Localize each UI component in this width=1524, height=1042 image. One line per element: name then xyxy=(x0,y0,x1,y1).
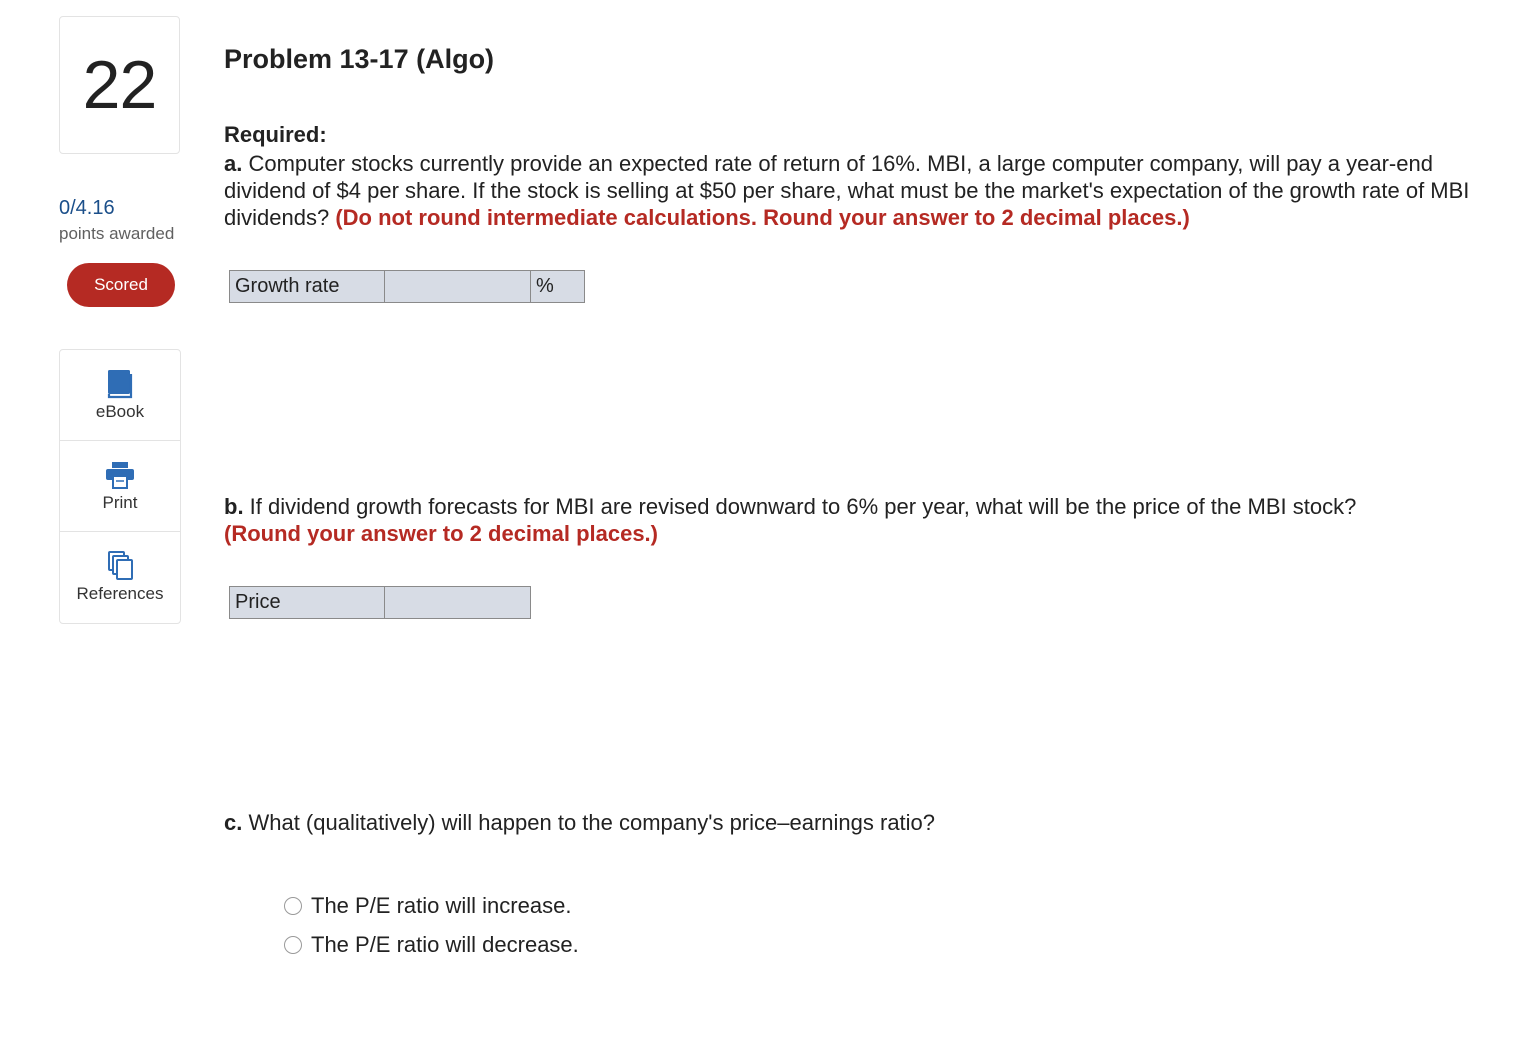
required-heading: Required: xyxy=(224,122,327,147)
option-label: The P/E ratio will decrease. xyxy=(311,931,579,957)
part-b-text: If dividend growth forecasts for MBI are revised downward to 6% per year, what will be the price of the MBI stock? xyxy=(243,494,1357,519)
part-a-note: (Do not round intermediate calculations. Round your answer to 2 decimal places.) xyxy=(335,205,1190,230)
radio-button[interactable] xyxy=(284,936,302,954)
references-button[interactable] xyxy=(60,532,180,623)
part-c-text: What (qualitatively) will happen to the company's price–earnings ratio? xyxy=(242,810,936,835)
ebook-label: eBook xyxy=(95,402,145,421)
references-icon xyxy=(105,550,135,582)
option-decrease[interactable] xyxy=(284,925,579,964)
question-number-card xyxy=(59,16,180,154)
part-b-letter: b. xyxy=(224,494,244,519)
tools-panel xyxy=(59,349,181,624)
ebook-button[interactable] xyxy=(60,350,180,441)
growth-rate-input[interactable] xyxy=(385,271,531,303)
price-label: Price xyxy=(230,587,385,619)
price-table xyxy=(229,586,531,619)
book-icon xyxy=(105,368,135,400)
part-b-note: (Round your answer to 2 decimal places.) xyxy=(224,521,658,546)
growth-rate-label: Growth rate xyxy=(230,271,385,303)
scored-status-badge: Scored xyxy=(67,263,175,307)
part-a-letter: a. xyxy=(224,151,243,176)
table-row xyxy=(230,271,585,303)
print-button[interactable] xyxy=(60,441,180,532)
question-number: 22 xyxy=(82,47,157,123)
part-a-text: Computer stocks currently provide an expected rate of return of 16%. MBI, a large computer company, will pay a year-end dividend of $4 per share. If the stock is selling at $50 per share, what must be the market's expectation of the growth rate of MBI dividends? xyxy=(224,151,1470,230)
percent-unit-label: % xyxy=(531,271,585,303)
table-row xyxy=(230,587,531,619)
part-c-question xyxy=(224,809,1474,836)
printer-icon xyxy=(104,459,136,491)
part-b-question xyxy=(224,493,1474,547)
points-label: points awarded xyxy=(59,224,175,243)
pe-ratio-options xyxy=(284,886,579,964)
references-label: References xyxy=(76,584,164,603)
part-c-letter: c. xyxy=(224,810,243,835)
option-increase[interactable] xyxy=(284,886,579,925)
print-label: Print xyxy=(102,493,138,512)
problem-title: Problem 13-17 (Algo) xyxy=(224,44,495,74)
part-a-question xyxy=(224,150,1474,231)
growth-rate-table xyxy=(229,270,585,303)
price-input[interactable] xyxy=(385,587,531,619)
points-value: 0/4.16 xyxy=(59,197,115,219)
radio-button[interactable] xyxy=(284,897,302,915)
option-label: The P/E ratio will increase. xyxy=(311,892,572,918)
